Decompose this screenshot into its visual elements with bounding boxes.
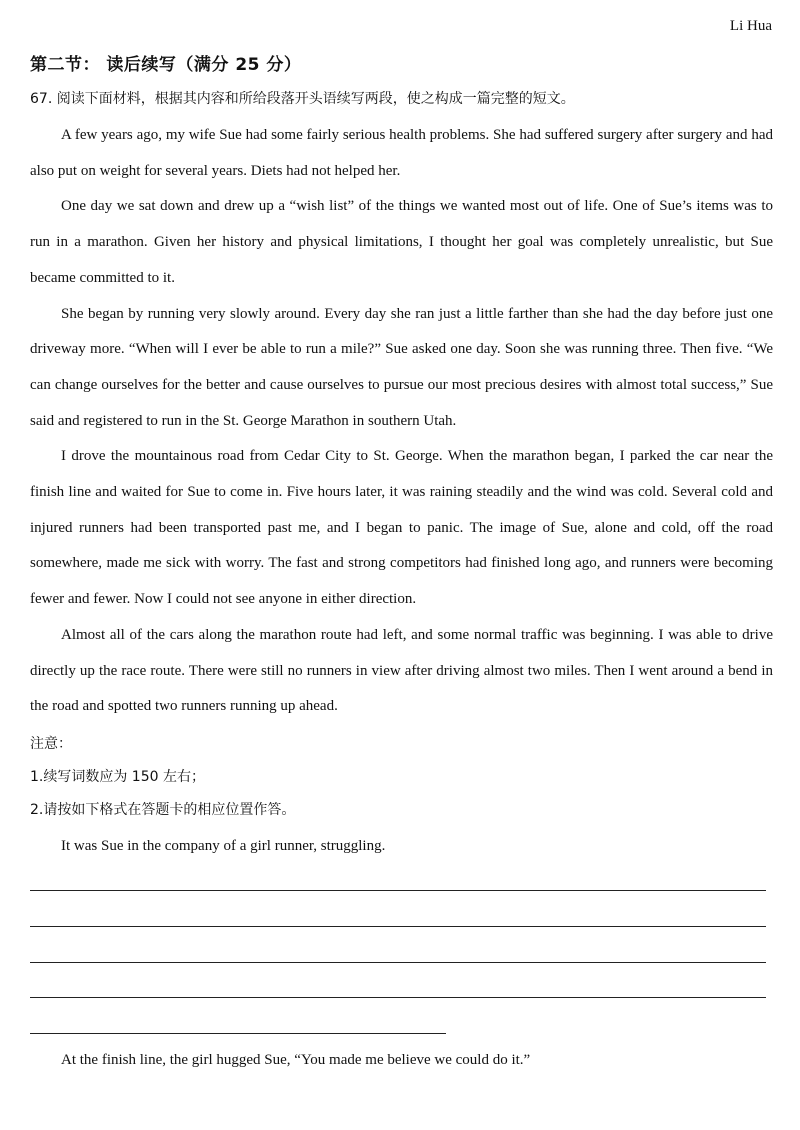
answer-line[interactable] bbox=[30, 890, 766, 891]
passage-paragraph: I drove the mountainous road from Cedar City to St. George. When the marathon began, I parked the car near the finish line and waited for Sue to come in. Five hours later, it was raining steadily and the wind was cold. Several cold and injured runners had been transported past me, and I began to panic. The image of Sue, alone and cold, off the road somewhere, made me sick with worry. The fast and strong competitors had finished long ago, and runners were becoming fewer and fewer. Now I could not see anyone in either direction. bbox=[30, 448, 773, 608]
passage-paragraph: One day we sat down and drew up a “wish list” of the things we wanted most out of life. One of Sue’s items was to run in a marathon. Given her history and physical limitations, I thought her goal was completely unrealistic, but Sue became committed to it. bbox=[30, 198, 773, 286]
notes-title: 注意： bbox=[30, 736, 72, 752]
passage-paragraph: Almost all of the cars along the marathon route had left, and some normal traffic was beginning. I was able to drive directly up the race route. There were still no runners in view after driving almost two miles. Then I went around a bend in the road and spotted two runners running up ahead. bbox=[30, 626, 773, 715]
paragraph-starter-1: It was Sue in the company of a girl runner, struggling. bbox=[61, 838, 386, 854]
paragraph-starter-2: At the finish line, the girl hugged Sue, “You made me believe we could do it.” bbox=[61, 1052, 531, 1068]
note-item: 2.请按如下格式在答题卡的相应位置作答。 bbox=[30, 802, 296, 818]
answer-line[interactable] bbox=[30, 997, 766, 998]
answer-line[interactable] bbox=[30, 1033, 446, 1034]
section-title: 第二节： 读后续写（满分 25 分） bbox=[30, 55, 302, 75]
question-instruction: 67. 阅读下面材料，根据其内容和所给段落开头语续写两段，使之构成一篇完整的短文。 bbox=[30, 91, 575, 107]
passage-paragraph: A few years ago, my wife Sue had some fairly serious health problems. She had suffered surgery after surgery and had also put on weight for several years. Diets had not helped her. bbox=[30, 127, 773, 179]
passage-paragraph: She began by running very slowly around. Every day she ran just a little farther than she had the day before just one driveway more. “When will I ever be able to run a mile?” Sue asked one day. Soon she was running three. Then five. “We can change ourselves for the better and cause ourselves to pursue our most precious desires with almost total success,” Sue said and registered to run in the St. George Marathon in southern Utah. bbox=[30, 305, 773, 429]
answer-line[interactable] bbox=[30, 926, 766, 927]
author-name: Li Hua bbox=[729, 18, 772, 34]
notes-section bbox=[30, 728, 295, 827]
note-item: 1.续写词数应为 150 左右； bbox=[30, 769, 205, 785]
reading-passage bbox=[30, 118, 773, 725]
answer-line[interactable] bbox=[30, 962, 766, 963]
